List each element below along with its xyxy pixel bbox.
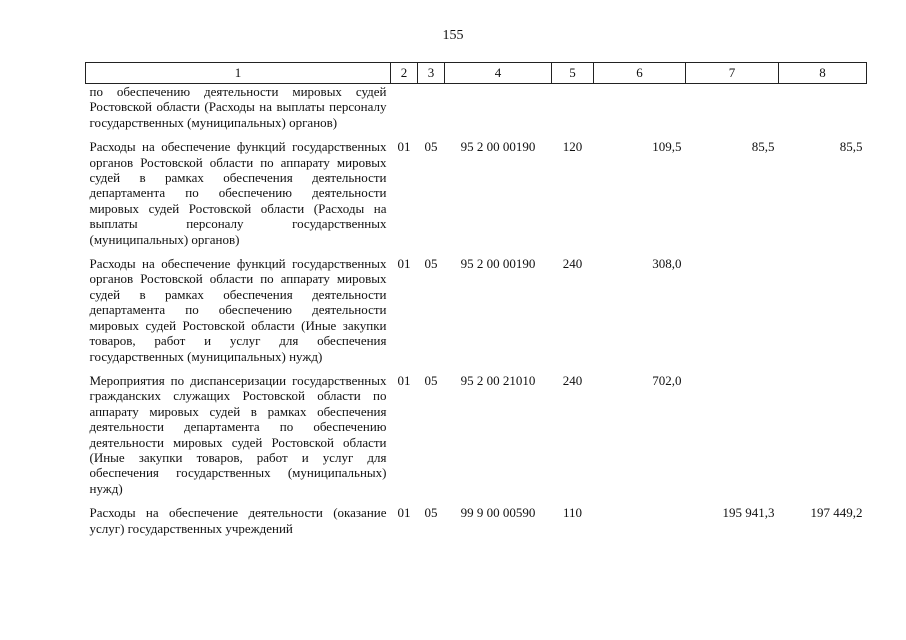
amount-year-2 (686, 373, 779, 505)
amount-year-2: 85,5 (751, 139, 775, 155)
amount-year-2: 195 941,3 (722, 505, 775, 521)
amount-year-3 (779, 256, 867, 373)
subsection-code (418, 84, 445, 140)
table-header-row (86, 63, 867, 84)
expense-type-code: 110 (562, 505, 583, 521)
row-description: по обеспечению деятельности мировых судей Ростовской области (Расходы на выплаты персоналу государственных (муниципальных) органов) (89, 84, 387, 130)
table-row (86, 373, 867, 505)
expense-type-code: 240 (562, 372, 583, 388)
expense-type-code: 120 (562, 139, 583, 155)
section-code: 01 (397, 505, 411, 521)
target-article-code: 95 2 00 00190 (460, 256, 536, 272)
section-code: 01 (397, 256, 411, 272)
budget-table (85, 62, 867, 536)
subsection-code: 05 (424, 372, 438, 388)
subsection-code: 05 (424, 505, 438, 521)
amount-year-1: 109,5 (652, 139, 682, 155)
section-code: 01 (397, 139, 411, 155)
column-header: 1 (86, 63, 391, 84)
row-description: Расходы на обеспечение функций государственных органов Ростовской области по аппарату мировых судей в рамках обеспечения деятельности департамента по обеспечению деятельности мировых судей Ростовской области (Иные закупки товаров, работ и услуг для обеспечения государственных (муниципальных) нужд) (89, 256, 387, 364)
row-description: Мероприятия по диспансеризации государственных гражданских служащих Ростовской области по аппарату мировых судей в рамках обеспечения деятельности департамента по обеспечению деятельности мировых судей Ростовской области (Иные закупки товаров, работ и услуг для обеспечения государственных (муниципальных) нужд) (89, 372, 387, 496)
amount-year-1: 308,0 (652, 256, 682, 272)
column-header: 4 (445, 63, 552, 84)
row-description: Расходы на обеспечение функций государственных органов Ростовской области по аппарату мировых судей в рамках обеспечения деятельности департамента по обеспечению деятельности мировых судей Ростовской области (Расходы на выплаты персоналу государственных (муниципальных) органов) (89, 139, 387, 247)
page-number: 155 (442, 28, 464, 43)
row-description: Расходы на обеспечение деятельности (оказание услуг) государственных учреждений (89, 505, 387, 536)
subsection-code: 05 (424, 256, 438, 272)
amount-year-1 (594, 84, 686, 140)
section-code (391, 84, 418, 140)
subsection-code: 05 (424, 139, 438, 155)
amount-year-2 (686, 84, 779, 140)
table-row (86, 256, 867, 373)
target-article-code: 95 2 00 21010 (460, 372, 536, 388)
table-row (86, 84, 867, 140)
target-article-code: 99 9 00 00590 (460, 505, 536, 521)
amount-year-3: 85,5 (839, 139, 863, 155)
amount-year-1: 702,0 (652, 372, 682, 388)
target-article-code (445, 84, 552, 140)
amount-year-1 (594, 505, 686, 536)
amount-year-3 (779, 373, 867, 505)
amount-year-2 (686, 256, 779, 373)
expense-type-code: 240 (562, 256, 583, 272)
section-code: 01 (397, 372, 411, 388)
column-header: 3 (418, 63, 445, 84)
table-row (86, 139, 867, 256)
expense-type-code (552, 84, 594, 140)
column-header: 7 (686, 63, 779, 84)
amount-year-3 (779, 84, 867, 140)
column-header: 5 (552, 63, 594, 84)
column-header: 6 (594, 63, 686, 84)
table-row (86, 505, 867, 536)
amount-year-3: 197 449,2 (810, 505, 863, 521)
target-article-code: 95 2 00 00190 (460, 139, 536, 155)
column-header: 8 (779, 63, 867, 84)
column-header: 2 (391, 63, 418, 84)
